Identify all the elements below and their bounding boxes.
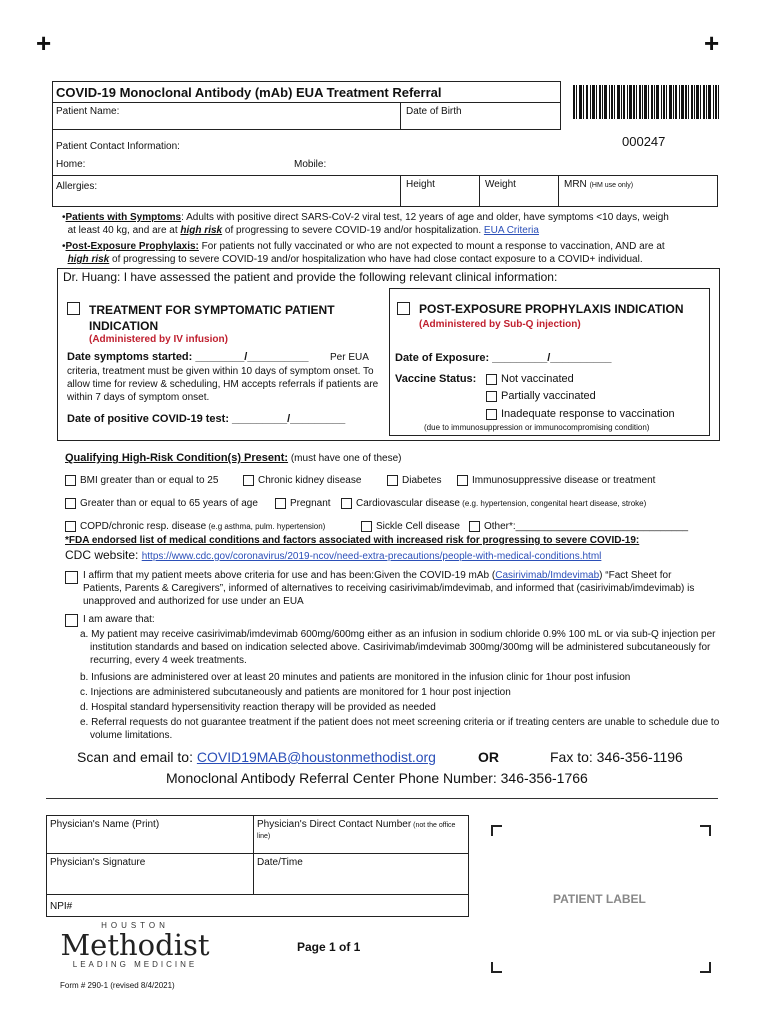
- mrn-label: MRN (HM use only): [564, 179, 634, 190]
- npi-label: NPI#: [50, 901, 73, 912]
- home-phone-label: Home:: [56, 159, 86, 170]
- patient-label-corner-tr: [700, 825, 711, 836]
- page-number: Page 1 of 1: [297, 940, 361, 954]
- treatment-checkbox[interactable]: [67, 300, 84, 318]
- pep-admin: (Administered by Sub-Q injection): [419, 319, 581, 330]
- divider: [46, 798, 718, 799]
- aware-item-b: b. Infusions are administered over at least 20 minutes and patients are monitored in the infusion clinic for 1hour post infusion: [80, 672, 631, 683]
- patient-label-text: PATIENT LABEL: [553, 892, 646, 906]
- treatment-title: TREATMENT FOR SYMPTOMATIC PATIENT INDICATION: [89, 303, 335, 333]
- patient-label-corner-br: [700, 962, 711, 973]
- registration-mark-right: +: [704, 28, 720, 58]
- patient-label-corner-tl: [491, 825, 502, 836]
- scan-email-line: Scan and email to: COVID19MAB@houstonmethodist.org: [77, 749, 436, 765]
- weight-field[interactable]: [479, 175, 559, 207]
- vaccine-note: (due to immunosuppression or immunocompromising condition): [424, 423, 650, 432]
- affirm-text: I affirm that my patient meets above criteria for use and has been:Given the COVID-19 mAb (Casirivimab/Imdevimab) “Fact Sheet for Patients, Parents & Caregivers”, informed of alternatives to receiving casirivimab/imdevimab, and informed that (casirivimab/imdevimab) is unapproved and authorized for use under an EUA: [83, 570, 695, 607]
- date-time-label: Date/Time: [257, 857, 303, 868]
- date-time-field[interactable]: [253, 853, 469, 895]
- vaccine-option-partial[interactable]: Partially vaccinated: [486, 389, 596, 403]
- per-eua-text: Per EUA: [330, 352, 369, 363]
- pep-checkbox[interactable]: [397, 300, 414, 318]
- mobile-phone-label: Mobile:: [294, 159, 327, 170]
- referral-phone: Monoclonal Antibody Referral Center Phone Number: 346-356-1766: [166, 770, 588, 786]
- allergies-field[interactable]: [52, 175, 401, 207]
- condition-immunosuppressive[interactable]: Immunosuppressive disease or treatment: [457, 474, 655, 487]
- vaccine-status-label: Vaccine Status:: [395, 373, 477, 385]
- barcode-number: 000247: [622, 134, 666, 149]
- physician-name-label: Physician's Name (Print): [50, 819, 160, 830]
- aware-item-e: e. Referral requests do not guarantee treatment if the patient does not meet screening criteria or if treating centers are unable to schedule due to volume limitations.: [80, 717, 720, 741]
- condition-cardiovascular[interactable]: Cardiovascular disease (e.g. hypertension, congenital heart disease, stroke): [341, 497, 646, 510]
- condition-kidney[interactable]: Chronic kidney disease: [243, 474, 361, 487]
- physician-signature-label: Physician's Signature: [50, 857, 146, 868]
- height-field[interactable]: [400, 175, 480, 207]
- checkbox-partially-vaccinated[interactable]: [486, 391, 497, 402]
- aware-heading: I am aware that:: [83, 614, 155, 625]
- form-number: Form # 290-1 (revised 8/4/2021): [60, 981, 175, 990]
- weight-label: Weight: [485, 179, 516, 190]
- condition-other[interactable]: Other*:_______________________________: [469, 520, 688, 533]
- fda-note: *FDA endorsed list of medical conditions and factors associated with increased risk for progressing to severe COVID-19:: [65, 535, 640, 546]
- fact-sheet-link[interactable]: Casirivimab/Imdevimab: [495, 570, 600, 581]
- patient-contact-label: Patient Contact Information:: [56, 141, 180, 152]
- physician-name-field[interactable]: [46, 815, 254, 854]
- condition-diabetes[interactable]: Diabetes: [387, 474, 441, 487]
- aware-item-a: a. My patient may receive casirivimab/imdevimab 600mg/600mg either as an infusion in sodium chloride 0.9% 100 mL or via sub-Q injection per institution standards and based on indication selected above. Casirivimab/imdevimab 300mg/300mg will be administered subcutaneously for recurring, every 4 week treatments.: [80, 629, 716, 666]
- height-label: Height: [406, 179, 435, 190]
- pep-title: POST-EXPOSURE PROPHYLAXIS INDICATION: [419, 302, 684, 316]
- cdc-line: CDC website: https://www.cdc.gov/coronavirus/2019-ncov/need-extra-precautions/people-with-medical-conditions.html: [65, 548, 602, 562]
- eua-criteria-link[interactable]: EUA Criteria: [483, 225, 539, 236]
- title-box: [52, 81, 561, 103]
- condition-copd[interactable]: COPD/chronic resp. disease (e.g asthma, pulm. hypertension): [65, 520, 325, 533]
- patient-label-corner-bl: [491, 962, 502, 973]
- aware-item-c: c. Injections are administered subcutaneously and patients are monitored for 1 hour post injection: [80, 687, 511, 698]
- cdc-link[interactable]: https://www.cdc.gov/coronavirus/2019-ncov/need-extra-precautions/people-with-medical-conditions.html: [141, 551, 602, 562]
- condition-bmi[interactable]: BMI greater than or equal to 25: [65, 474, 218, 487]
- patient-name-label: Patient Name:: [56, 106, 120, 117]
- email-link[interactable]: COVID19MAB@houstonmethodist.org: [196, 749, 436, 765]
- date-symptoms-started[interactable]: Date symptoms started: ________/__________: [67, 351, 309, 363]
- affirm-checkbox[interactable]: [65, 569, 82, 587]
- date-of-exposure[interactable]: Date of Exposure: _________/__________: [395, 352, 612, 364]
- high-risk-heading: Qualifying High-Risk Condition(s) Present: (must have one of these): [65, 452, 402, 464]
- fax-number: Fax to: 346-356-1196: [550, 749, 683, 765]
- barcode: [573, 85, 719, 119]
- checkbox-not-vaccinated[interactable]: [486, 374, 497, 385]
- physician-contact-field[interactable]: [253, 815, 469, 854]
- condition-sickle-cell[interactable]: Sickle Cell disease: [361, 520, 460, 533]
- vaccine-option-inadequate[interactable]: Inadequate response to vaccination: [486, 407, 675, 421]
- positive-test-date[interactable]: Date of positive COVID-19 test: _________/_________: [67, 413, 346, 425]
- treatment-criteria-text: criteria, treatment must be given within 10 days of symptom onset. To allow time for review & scheduling, HM accepts referrals if patients are within 7 days of symptom onset.: [67, 366, 379, 403]
- criteria-pep: •Post-Exposure Prophylaxis: For patients not fully vaccinated or who are not expected to mount a response to vaccination, AND are at high risk of progressing to severe COVID-19 and/or hospitalization who have had close contact exposure to a COVID+ individual.: [62, 241, 665, 265]
- patient-name-field[interactable]: [52, 102, 401, 130]
- or-text: OR: [478, 749, 499, 765]
- criteria-symptoms: •Patients with Symptoms: Adults with positive direct SARS-CoV-2 viral test, 12 years of age and older, have symptoms <10 days, weigh at least 40 kg, and are at high risk of progressing to severe COVID-19 and/or hospitalization. EUA Criteria: [62, 212, 669, 236]
- date-of-birth-field[interactable]: [400, 102, 561, 130]
- aware-item-d: d. Hospital standard hypersensitivity reaction therapy will be provided as needed: [80, 702, 436, 713]
- houston-methodist-logo: HOUSTON Methodist LEADING MEDICINE: [60, 921, 210, 969]
- condition-pregnant[interactable]: Pregnant: [275, 497, 331, 510]
- physician-signature-field[interactable]: [46, 853, 254, 895]
- allergies-label: Allergies:: [56, 181, 98, 192]
- date-of-birth-label: Date of Birth: [406, 106, 462, 117]
- treatment-admin: (Administered by IV infusion): [89, 334, 228, 345]
- condition-age-65[interactable]: Greater than or equal to 65 years of age: [65, 497, 258, 510]
- patient-contact-field[interactable]: [52, 129, 561, 176]
- vaccine-option-not-vaccinated[interactable]: Not vaccinated: [486, 372, 574, 386]
- physician-contact-label: Physician's Direct Contact Number (not the office line): [257, 819, 456, 840]
- mrn-field[interactable]: [558, 175, 718, 207]
- checkbox-inadequate-response[interactable]: [486, 409, 497, 420]
- assessment-line: Dr. Huang: I have assessed the patient and provide the following relevant clinical information:: [63, 270, 558, 284]
- form-title: COVID-19 Monoclonal Antibody (mAb) EUA Treatment Referral: [56, 85, 442, 100]
- registration-mark-left: +: [36, 28, 52, 58]
- npi-field[interactable]: [46, 894, 469, 917]
